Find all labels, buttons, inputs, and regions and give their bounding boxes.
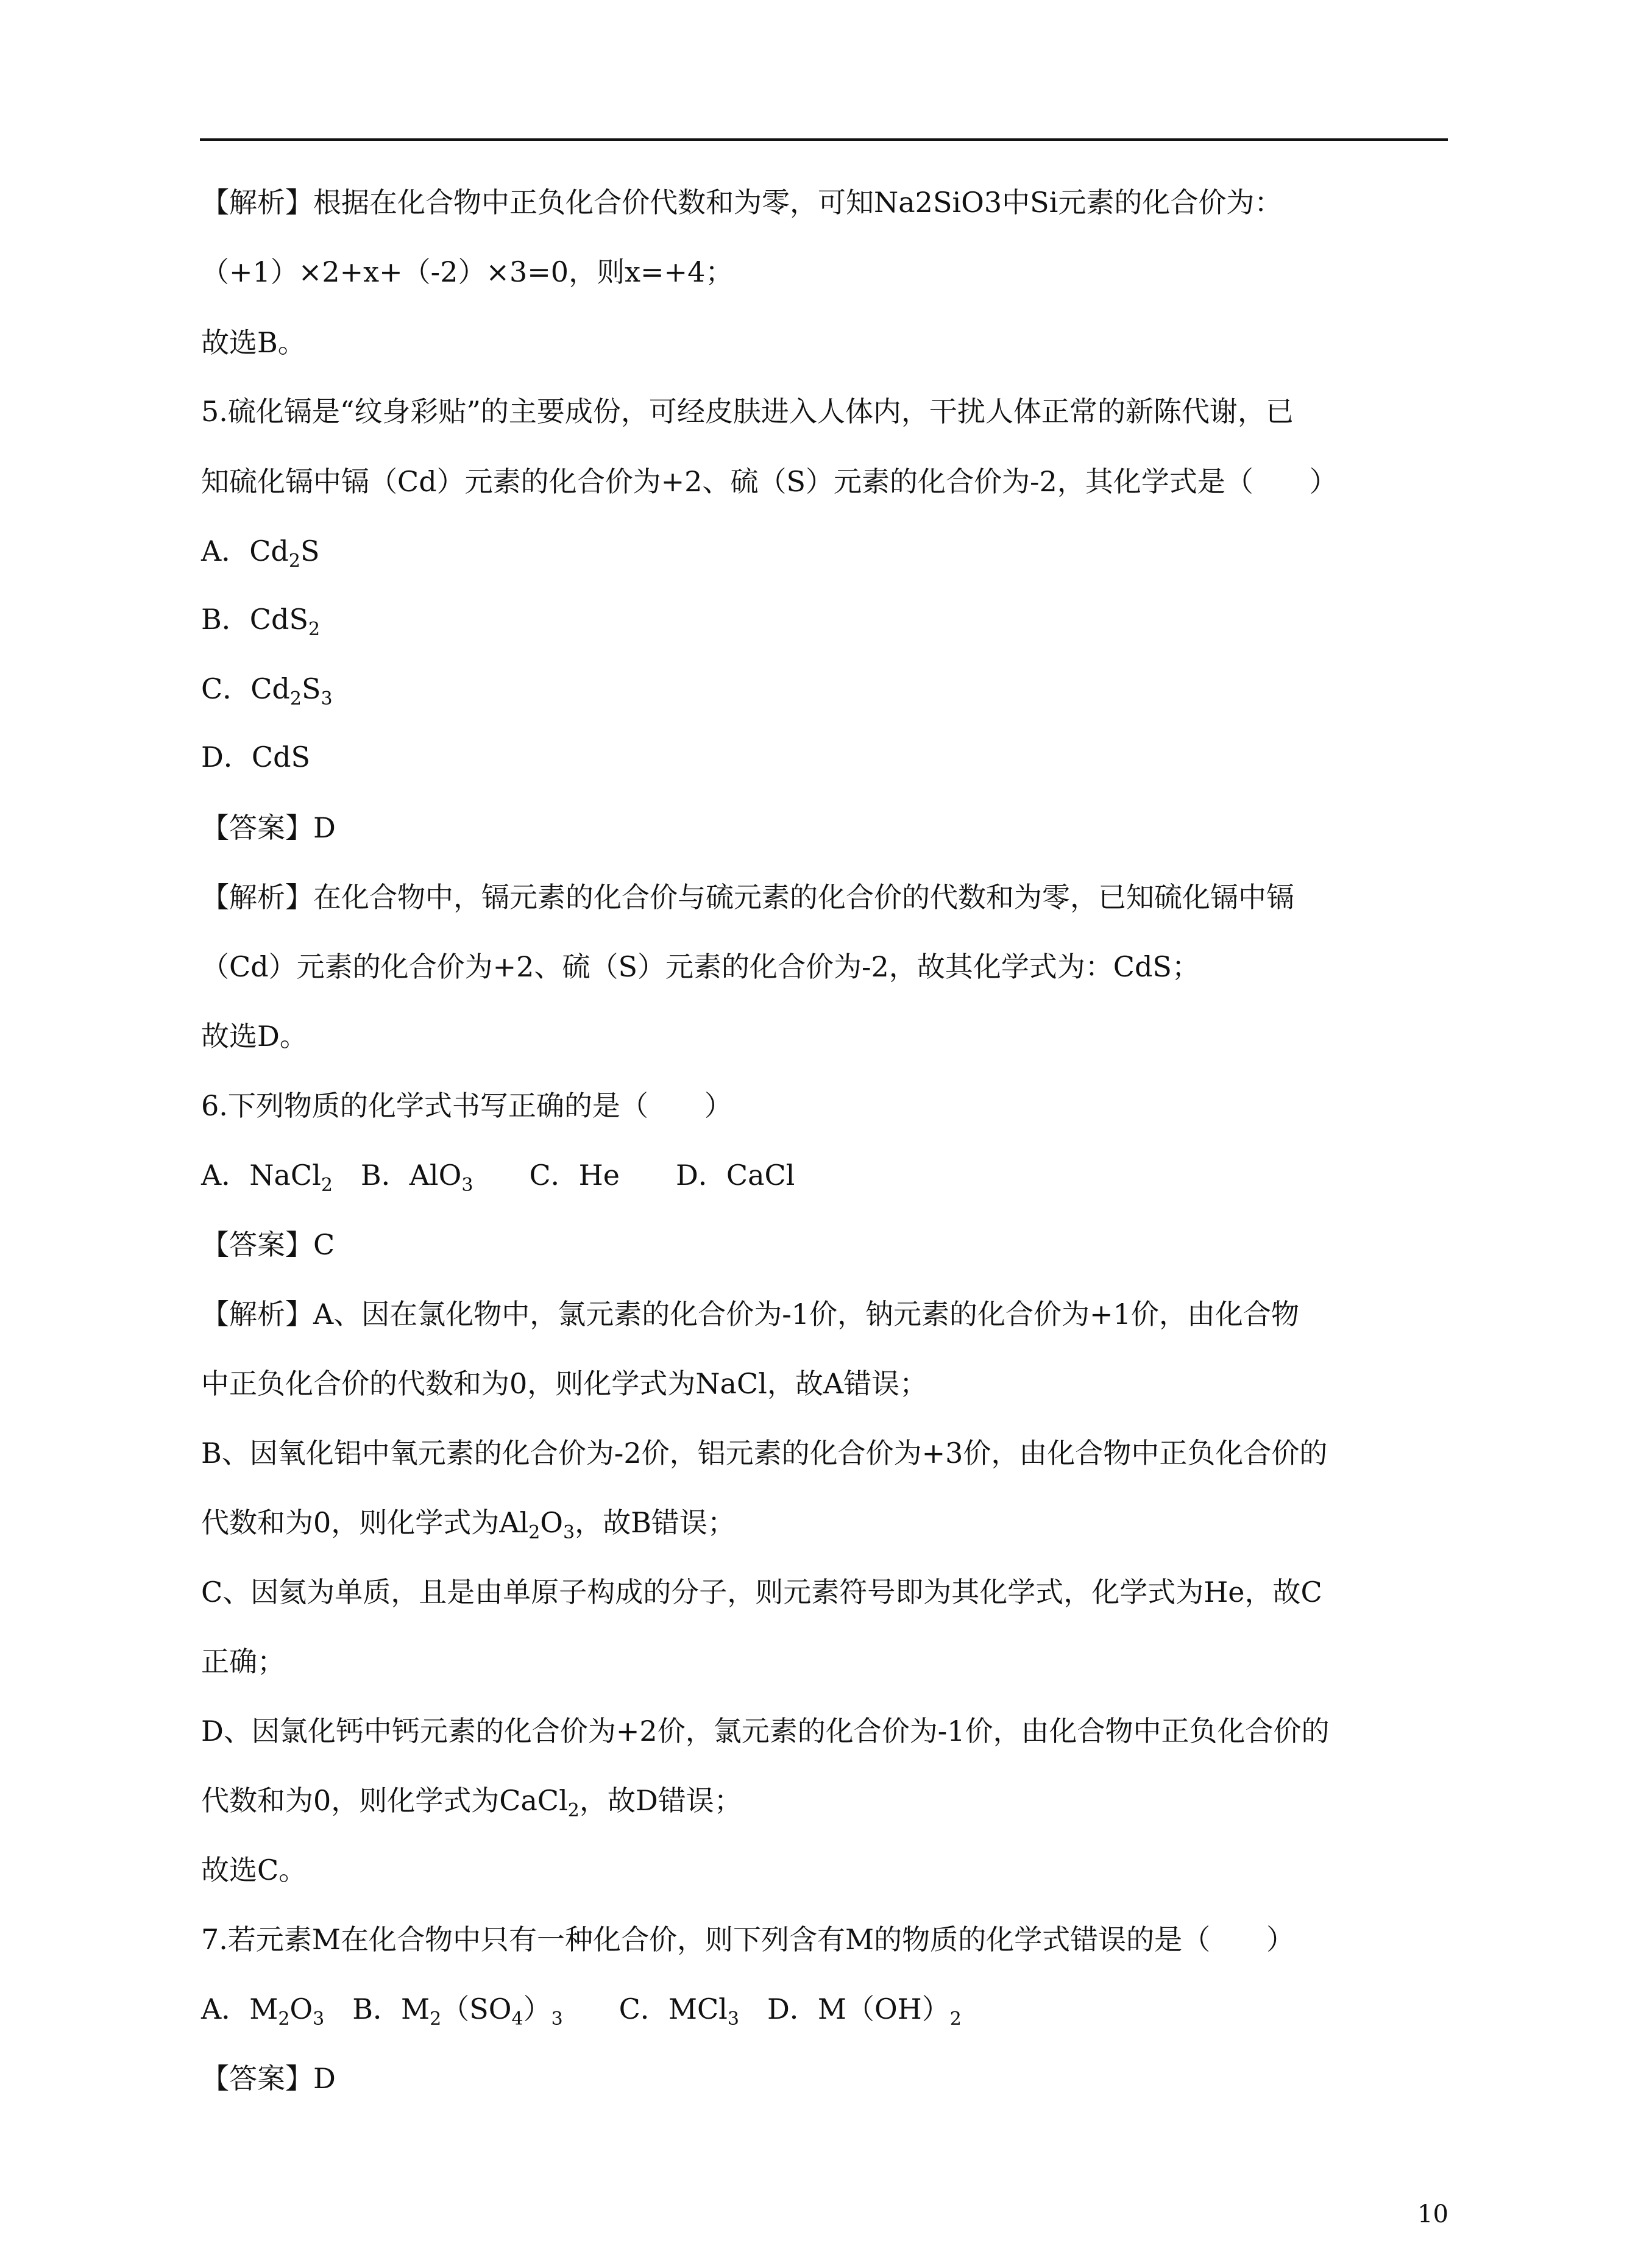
text-line: [201, 947, 1200, 986]
text-line: [201, 1086, 732, 1125]
page-number: 10: [1417, 2200, 1448, 2228]
text-line: [201, 1295, 1299, 1334]
text-run: 【解析】A、因在氯化物中，氯元素的化合价为-1价，钠元素的化合价为+1价，由化合物: [201, 1298, 1299, 1331]
text-line: [201, 878, 1294, 917]
text-run: ，故B错误；: [575, 1506, 736, 1539]
text-run: （Cd）元素的化合价为+2、硫（S）元素的化合价为-2，故其化学式为：CdS；: [201, 950, 1200, 983]
text-run: 代数和为0，则化学式为CaCl: [201, 1784, 568, 1817]
text-line: [201, 669, 333, 708]
text-run: D．M（OH）: [739, 1992, 950, 2025]
subscript: 2: [567, 1800, 580, 1821]
text-run: 故选C。: [201, 1854, 307, 1886]
subscript: 2: [949, 2008, 962, 2030]
text-run: ）: [523, 1992, 551, 2025]
text-line: [201, 1434, 1327, 1473]
text-run: S: [301, 672, 321, 705]
text-line: [201, 1364, 927, 1403]
text-run: O: [289, 1992, 313, 2025]
header-rule: [200, 138, 1448, 141]
text-line: [201, 738, 310, 777]
text-run: A．Cd: [201, 535, 289, 567]
text-run: B．CdS: [201, 603, 308, 636]
subscript: 2: [278, 2008, 290, 2030]
text-run: 6.下列物质的化学式书写正确的是（ ）: [201, 1089, 732, 1122]
text-line: [201, 1850, 307, 1889]
subscript: 2: [430, 2008, 442, 2030]
text-run: D．CdS: [201, 741, 311, 773]
text-run: 【答案】D: [201, 811, 336, 844]
text-run: C．Cd: [201, 672, 290, 705]
text-line: [201, 1989, 962, 2028]
text-run: 代数和为0，则化学式为Al: [201, 1506, 529, 1539]
text-run: 7.若元素M在化合物中只有一种化合价，则下列含有M的物质的化学式错误的是（ ）: [201, 1923, 1295, 1956]
subscript: 3: [321, 688, 333, 709]
subscript: 3: [551, 2008, 563, 2030]
text-line: [201, 808, 336, 847]
text-run: B、因氧化铝中氧元素的化合价为-2价，铝元素的化合价为+3价，由化合物中正负化合价的: [201, 1437, 1328, 1470]
text-run: 知硫化镉中镉（Cd）元素的化合价为+2、硫（S）元素的化合价为-2，其化学式是（ ）: [201, 465, 1338, 498]
text-run: 中正负化合价的代数和为0，则化学式为NaCl，故A错误；: [201, 1367, 928, 1400]
text-run: （SO: [441, 1992, 512, 2025]
text-line: [201, 1781, 742, 1820]
text-line: [201, 252, 733, 291]
text-run: B．AlO: [332, 1159, 462, 1192]
text-run: 5.硫化镉是“纹身彩贴”的主要成份，可经皮肤进入人体内，干扰人体正常的新陈代谢，已: [201, 395, 1294, 428]
text-line: [201, 1503, 736, 1542]
text-line: [201, 1017, 308, 1056]
text-run: （+1）×2+x+（-2）×3=0，则x=+4；: [201, 255, 734, 288]
text-line: [201, 1225, 335, 1264]
text-run: ，故D错误；: [579, 1784, 742, 1817]
text-run: S: [300, 535, 320, 567]
subscript: 2: [308, 619, 321, 640]
text-line: [201, 1642, 285, 1681]
subscript: 2: [289, 688, 302, 709]
text-line: [201, 600, 320, 639]
text-line: [201, 392, 1294, 431]
text-run: O: [540, 1506, 564, 1539]
subscript: 4: [511, 2008, 523, 2030]
text-run: A．NaCl: [201, 1159, 321, 1192]
text-run: 正确；: [201, 1645, 285, 1678]
subscript: 3: [563, 1522, 575, 1543]
text-run: 【解析】根据在化合物中正负化合价代数和为零，可知Na2SiO3中Si元素的化合价为：: [201, 186, 1283, 219]
text-run: 【答案】C: [201, 1228, 335, 1261]
text-line: [201, 1712, 1330, 1751]
text-line: [201, 1156, 795, 1195]
subscript: 3: [727, 2008, 739, 2030]
text-run: 【解析】在化合物中，镉元素的化合价与硫元素的化合价的代数和为零，已知硫化镉中镉: [201, 881, 1294, 914]
text-line: [201, 1920, 1294, 1959]
text-line: [201, 462, 1338, 501]
subscript: 2: [288, 550, 300, 572]
text-run: D、因氯化钙中钙元素的化合价为+2价，氯元素的化合价为-1价，由化合物中正负化合价的: [201, 1715, 1330, 1747]
text-run: 故选D。: [201, 1020, 308, 1053]
text-run: 故选B。: [201, 326, 306, 359]
subscript: 3: [313, 2008, 325, 2030]
text-line: [201, 323, 306, 362]
text-run: A．M: [201, 1992, 278, 2025]
text-run: 【答案】D: [201, 2062, 336, 2095]
text-run: C．MCl: [562, 1992, 728, 2025]
text-run: C．He D．CaCl: [473, 1159, 795, 1192]
text-line: [201, 531, 319, 571]
text-line: [201, 1573, 1322, 1612]
subscript: 2: [528, 1522, 541, 1543]
text-line: [201, 2059, 336, 2098]
text-line: [201, 183, 1282, 222]
subscript: 2: [321, 1175, 333, 1196]
text-run: B．M: [324, 1992, 430, 2025]
subscript: 3: [461, 1175, 473, 1196]
text-run: C、因氦为单质，且是由单原子构成的分子，则元素符号即为其化学式，化学式为He，故C: [201, 1576, 1322, 1609]
